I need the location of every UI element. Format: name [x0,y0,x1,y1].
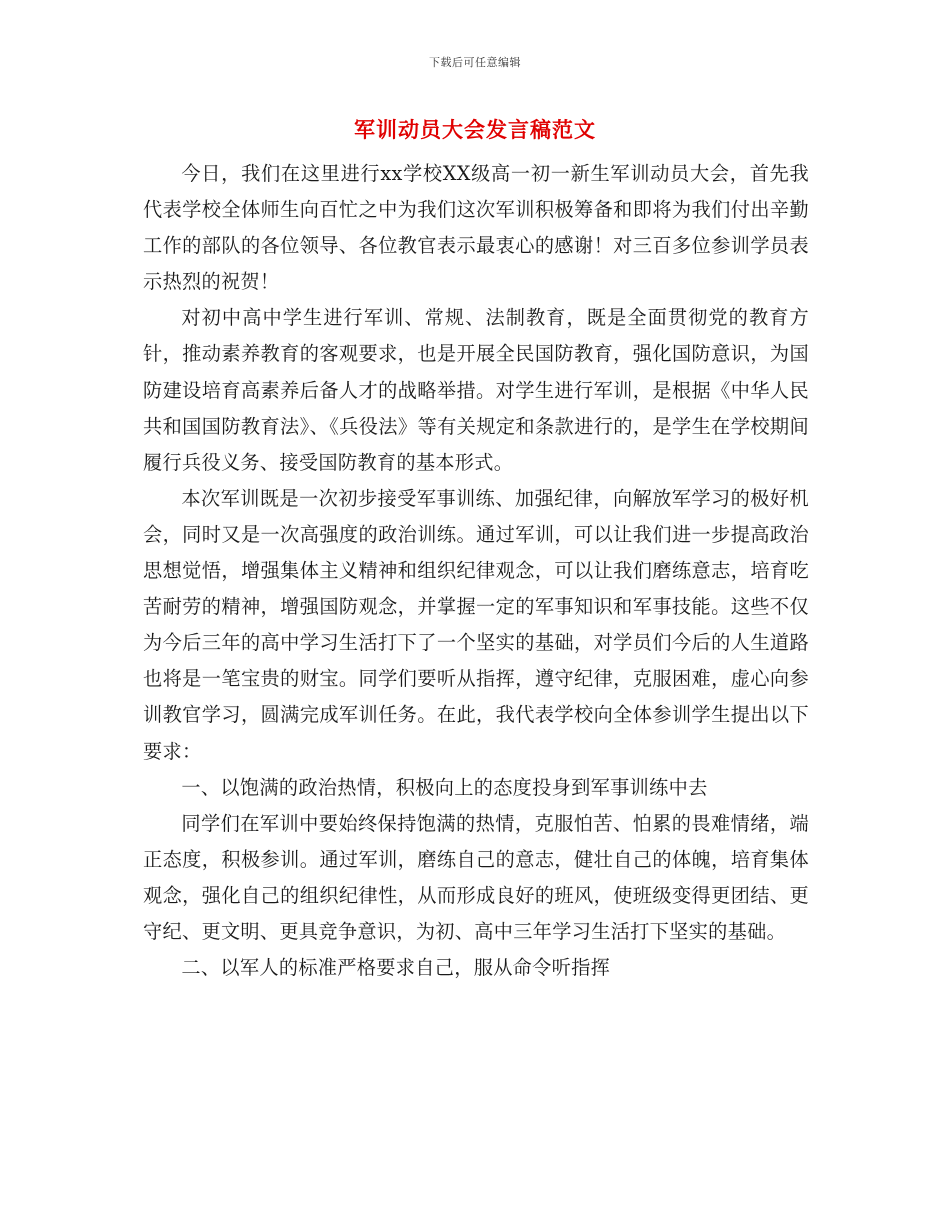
paragraph-training-meaning: 本次军训既是一次初步接受军事训练、加强纪律，向解放军学习的极好机会，同时又是一次高强度的政治训练。通过军训，可以让我们进一步提高政治思想觉悟，增强集体主义精神和组织纪律观念，可以让我们磨练意志，培育吃苦耐劳的精神，增强国防观念，并掌握一定的军事知识和军事技能。这些不仅为今后三年的高中学习生活打下了一个坚实的基础，对学员们今后的人生道路也将是一笔宝贵的财宝。同学们要听从指挥，遵守纪律，克服困难，虚心向参训教官学习，圆满完成军训任务。在此，我代表学校向全体参训学生提出以下要求： [143,486,809,763]
paragraph-section-1: 同学们在军训中要始终保持饱满的热情，克服怕苦、怕累的畏难情绪，端正态度，积极参训。通过军训，磨练自己的意志，健壮自己的体魄，培育集体观念，强化自己的组织纪律性，从而形成良好的班风，使班级变得更团结、更守纪、更文明、更具竞争意识，为初、高中三年学习生活打下坚实的基础。 [143,811,809,943]
document-body [143,156,809,986]
header-note: 下载后可任意编辑 [429,56,521,69]
paragraph-education-purpose: 对初中高中学生进行军训、常规、法制教育，既是全面贯彻党的教育方针，推动素养教育的客观要求，也是开展全民国防教育，强化国防意识，为国防建设培育高素养后备人才的战略举措。对学生进行军训，是根据《中华人民共和国国防教育法》、《兵役法》等有关规定和条款进行的，是学生在学校期间履行兵役义务、接受国防教育的基本形式。 [143,306,809,474]
document-title: 军训动员大会发言稿范文 [354,117,596,142]
section-heading-2: 二、以军人的标准严格要求自己，服从命令听指挥 [181,956,611,980]
paragraph-opening: 今日，我们在这里进行xx学校XX级高一初一新生军训动员大会，首先我代表学校全体师生向百忙之中为我们这次军训积极筹备和即将为我们付出辛勤工作的部队的各位领导、各位教官表示最衷心的感谢！对三百多位参训学员表示热烈的祝贺！ [143,162,809,294]
section-heading-1: 一、以饱满的政治热情，积极向上的态度投身到军事训练中去 [181,775,708,799]
